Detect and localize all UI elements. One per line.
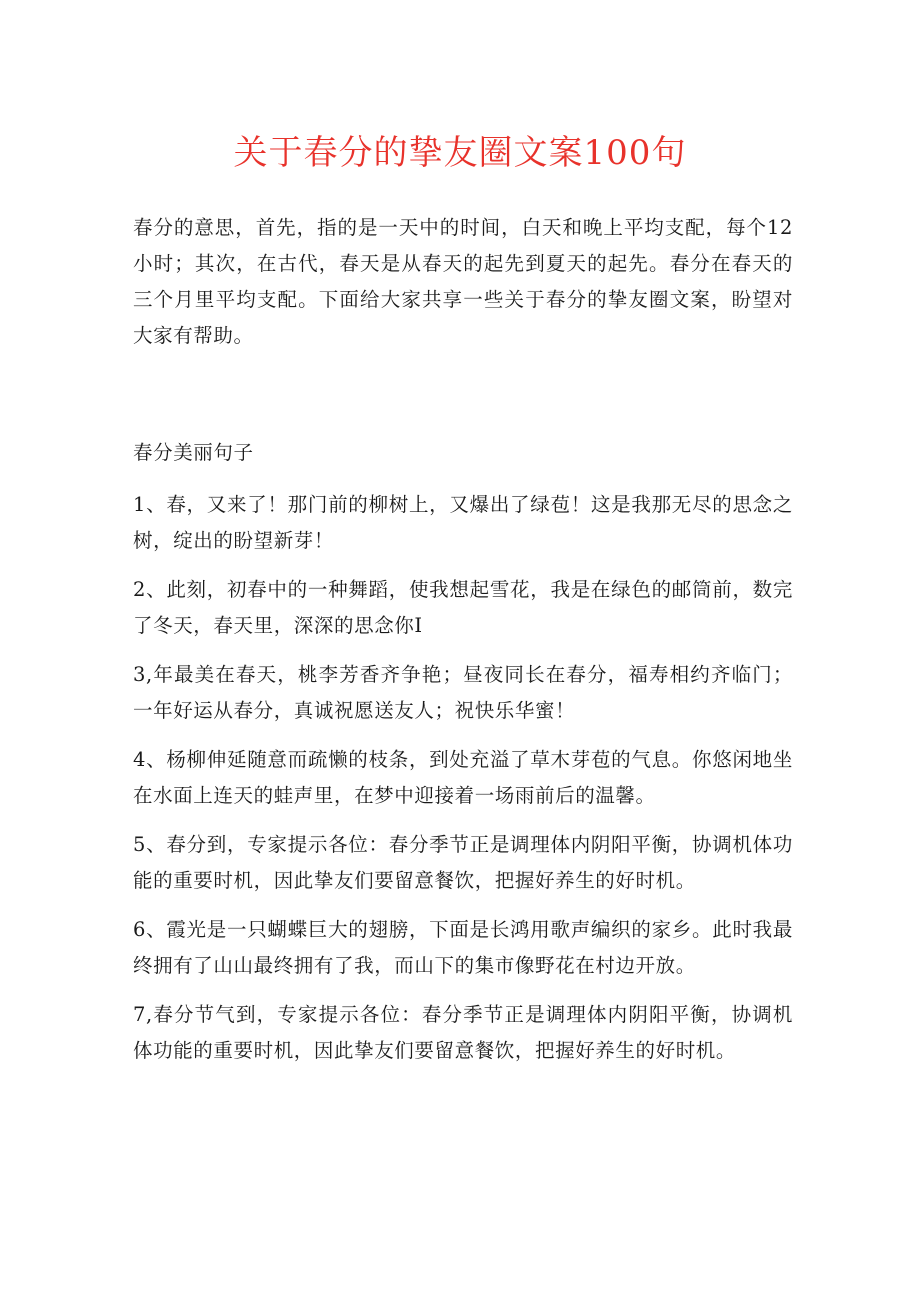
list-item: 7,春分节气到，专家提示各位：春分季节正是调理体内阴阳平衡，协调机体功能的重要时机，因此挚友们要留意餐饮，把握好养生的好时机。 — [133, 1003, 793, 1062]
list-item: 6、霞光是一只蝴蝶巨大的翅膀，下面是长鸿用歌声编织的家乡。此时我最终拥有了山山最终拥有了我，而山下的集市像野花在村边开放。 — [133, 918, 793, 977]
document-title: 关于春分的挚友圈文案100句 — [233, 133, 687, 173]
list-item: 2、此刻，初春中的一种舞蹈，使我想起雪花，我是在绿色的邮筒前，数完了冬天，春天里，深深的思念你I — [133, 578, 793, 637]
list-item: 1、春，又来了！那门前的柳树上，又爆出了绿苞！这是我那无尽的思念之树，绽出的盼望新芽！ — [133, 493, 793, 552]
list-item: 5、春分到，专家提示各位：春分季节正是调理体内阴阳平衡，协调机体功能的重要时机，因此挚友们要留意餐饮，把握好养生的好时机。 — [133, 833, 793, 892]
list-item: 4、杨柳伸延随意而疏懒的枝条，到处充溢了草木芽苞的气息。你悠闲地坐在水面上连天的蛙声里，在梦中迎接着一场雨前后的温馨。 — [133, 748, 793, 807]
document-body — [133, 210, 793, 1082]
intro-paragraph: 春分的意思，首先，指的是一天中的时间，白天和晚上平均支配，每个12小时；其次，在古代，春天是从春天的起先到夏天的起先。春分在春天的三个月里平均支配。下面给大家共享一些关于春分的挚友圈文案，盼望对大家有帮助。 — [133, 216, 793, 347]
list-item: 3,年最美在春天，桃李芳香齐争艳；昼夜同长在春分，福寿相约齐临门；一年好运从春分，真诚祝愿送友人；祝快乐华蜜！ — [133, 663, 793, 722]
section-heading: 春分美丽句子 — [133, 441, 254, 464]
